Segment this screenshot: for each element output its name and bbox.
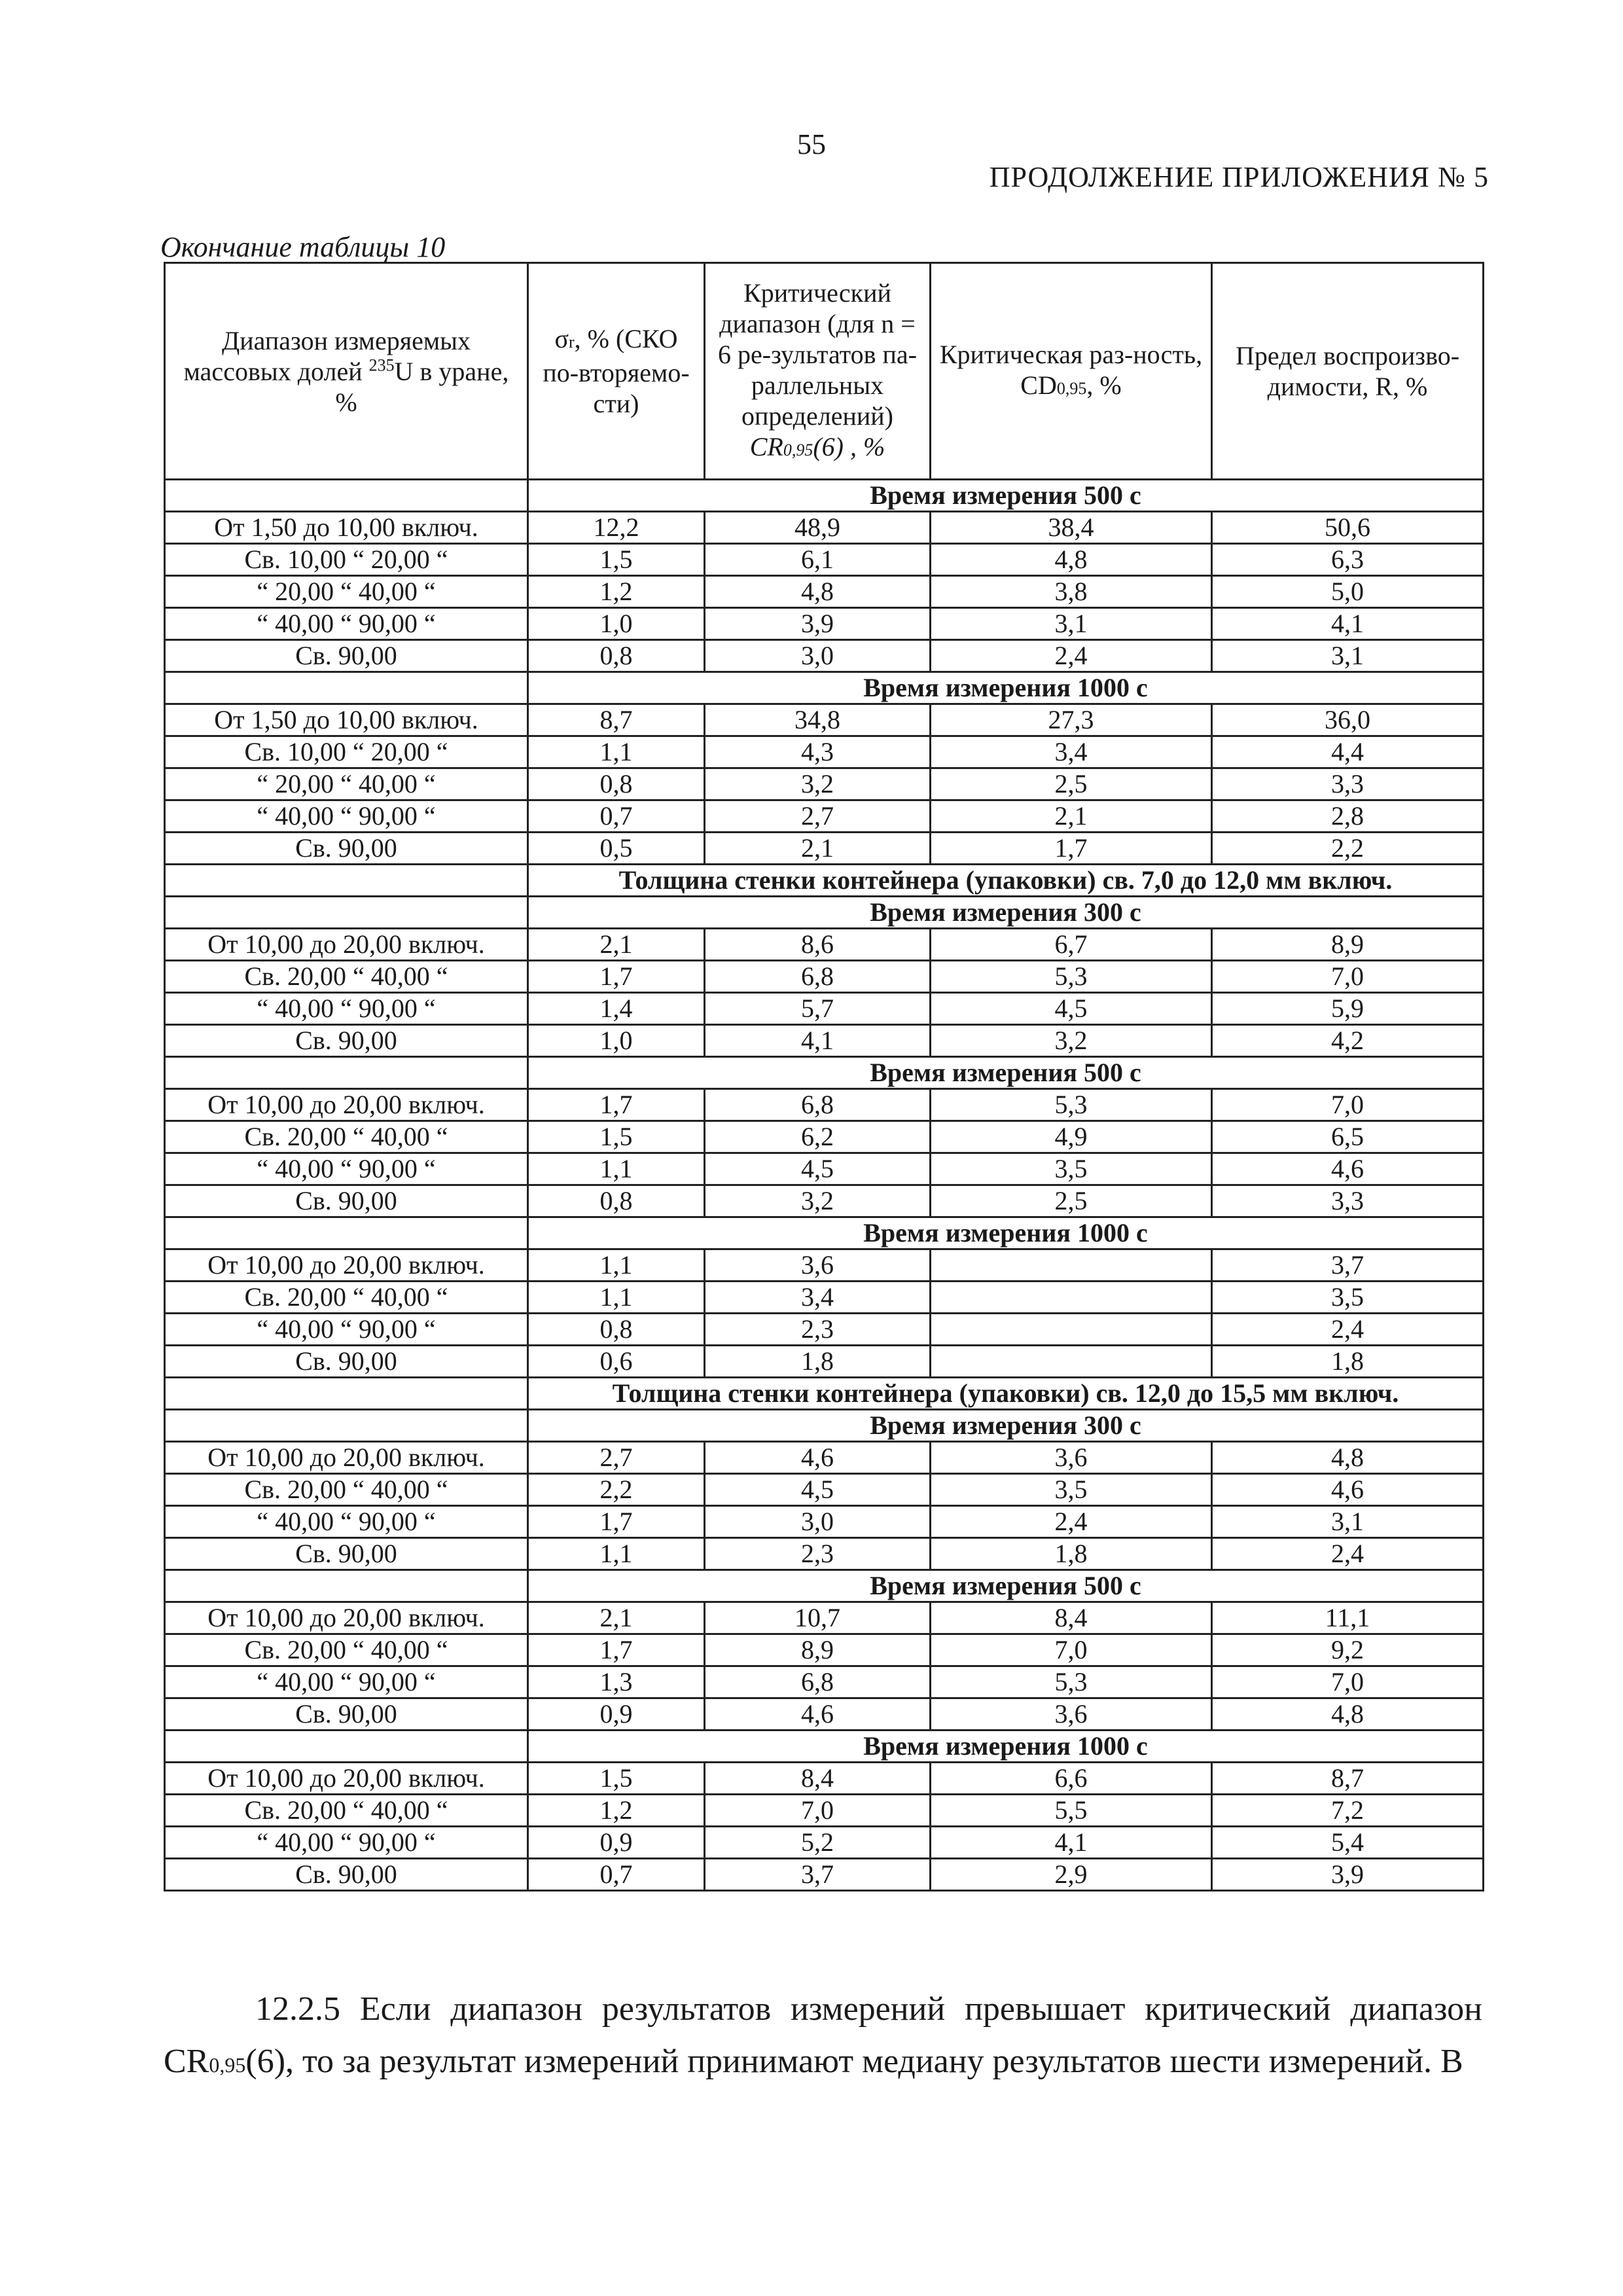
table-row	[165, 1763, 1484, 1795]
critical-range-cell: 6,8	[705, 961, 931, 993]
sigma-cell: 0,8	[528, 1185, 705, 1217]
critical-difference-cell: 1,8	[931, 1538, 1212, 1570]
critical-range-cell: 4,6	[705, 1698, 931, 1731]
critical-difference-cell: 3,6	[931, 1442, 1212, 1474]
table-row	[165, 1474, 1484, 1506]
critical-range-cell: 4,3	[705, 736, 931, 768]
section-heading: Толщина стенки контейнера (упаковки) св. 7,0 до 12,0 мм включ.	[528, 865, 1484, 897]
range-cell: Св. 20,00 “ 40,00 “	[165, 1121, 528, 1153]
table-row	[165, 1025, 1484, 1057]
sigma-cell: 0,5	[528, 833, 705, 865]
reproducibility-cell: 4,8	[1212, 1698, 1484, 1731]
header-cr-symbol: CR	[749, 431, 783, 461]
range-cell: От 10,00 до 20,00 включ.	[165, 1763, 528, 1795]
table-row	[165, 576, 1484, 608]
time-label-empty-cell	[165, 1570, 528, 1602]
critical-difference-cell: 2,9	[931, 1859, 1212, 1891]
reproducibility-cell: 2,4	[1212, 1314, 1484, 1346]
critical-range-cell: 4,6	[705, 1442, 931, 1474]
range-cell: “ 40,00 “ 90,00 “	[165, 1827, 528, 1859]
sigma-cell: 0,9	[528, 1698, 705, 1731]
header-sigma-sub: r	[569, 332, 575, 351]
sigma-cell: 8,7	[528, 704, 705, 736]
header-critical-range	[705, 263, 931, 480]
table-row	[165, 1506, 1484, 1538]
critical-difference-cell: 7,0	[931, 1634, 1212, 1666]
sigma-cell: 2,1	[528, 929, 705, 961]
range-cell: “ 40,00 “ 90,00 “	[165, 800, 528, 833]
header-sigma	[528, 263, 705, 480]
critical-difference-cell: 5,5	[931, 1795, 1212, 1827]
critical-range-cell: 2,3	[705, 1538, 931, 1570]
time-label-row	[165, 480, 1484, 512]
critical-range-cell: 4,5	[705, 1153, 931, 1185]
reproducibility-cell: 3,5	[1212, 1282, 1484, 1314]
sigma-cell: 1,2	[528, 1795, 705, 1827]
critical-range-cell: 3,7	[705, 1859, 931, 1891]
sigma-cell: 1,0	[528, 608, 705, 640]
table-row	[165, 1314, 1484, 1346]
running-header: ПРОДОЛЖЕНИЕ ПРИЛОЖЕНИЯ № 5	[989, 161, 1489, 193]
reproducibility-cell: 7,0	[1212, 1089, 1484, 1121]
critical-range-cell: 34,8	[705, 704, 931, 736]
time-label: Время измерения 500 с	[528, 1570, 1484, 1602]
critical-range-cell: 2,7	[705, 800, 931, 833]
reproducibility-cell: 2,2	[1212, 833, 1484, 865]
table-row	[165, 1089, 1484, 1121]
section-heading-row	[165, 865, 1484, 897]
sigma-cell: 1,2	[528, 576, 705, 608]
header-sigma-text: , % (СКО по-вторяемо-сти)	[543, 324, 690, 418]
table-header-row	[165, 263, 1484, 480]
table-row	[165, 1698, 1484, 1731]
critical-difference-cell: 4,1	[931, 1827, 1212, 1859]
page-number: 55	[797, 128, 826, 160]
range-cell: Св. 90,00	[165, 1698, 528, 1731]
critical-difference-cell: 3,2	[931, 1025, 1212, 1057]
reproducibility-cell: 4,6	[1212, 1153, 1484, 1185]
critical-range-cell: 6,8	[705, 1666, 931, 1698]
critical-range-cell: 8,6	[705, 929, 931, 961]
sigma-cell: 1,7	[528, 1634, 705, 1666]
sigma-cell: 1,5	[528, 544, 705, 576]
data-table	[164, 262, 1484, 1892]
body-paragraph	[164, 1983, 1482, 2091]
sigma-cell: 1,4	[528, 993, 705, 1025]
reproducibility-cell: 5,0	[1212, 576, 1484, 608]
table-row	[165, 1282, 1484, 1314]
time-label-empty-cell	[165, 1217, 528, 1249]
table-caption: Окончание таблицы 10	[160, 231, 446, 263]
sigma-cell: 1,7	[528, 1506, 705, 1538]
table-row	[165, 800, 1484, 833]
range-cell: “ 40,00 “ 90,00 “	[165, 993, 528, 1025]
table-row	[165, 833, 1484, 865]
critical-difference-cell: 6,6	[931, 1763, 1212, 1795]
header-cd-sub: 0,95	[1056, 378, 1087, 398]
range-cell: Св. 90,00	[165, 1538, 528, 1570]
reproducibility-cell: 7,0	[1212, 1666, 1484, 1698]
paragraph-text-b: (6), то за результат измерений принимают медиану результатов шести измерений. В	[245, 2043, 1463, 2080]
header-sigma-symbol: σ	[554, 324, 569, 353]
time-label-empty-cell	[165, 897, 528, 929]
reproducibility-cell: 4,8	[1212, 1442, 1484, 1474]
table-row	[165, 1249, 1484, 1282]
critical-range-cell: 6,8	[705, 1089, 931, 1121]
time-label-empty-cell	[165, 1410, 528, 1442]
critical-difference-cell: 5,3	[931, 1666, 1212, 1698]
table-row	[165, 1185, 1484, 1217]
time-label: Время измерения 1000 с	[528, 1731, 1484, 1763]
range-cell: “ 40,00 “ 90,00 “	[165, 608, 528, 640]
critical-difference-cell: 5,3	[931, 961, 1212, 993]
critical-range-cell: 3,0	[705, 640, 931, 672]
sigma-cell: 1,1	[528, 736, 705, 768]
critical-difference-cell: 5,3	[931, 1089, 1212, 1121]
range-cell: От 10,00 до 20,00 включ.	[165, 1442, 528, 1474]
range-cell: Св. 20,00 “ 40,00 “	[165, 1474, 528, 1506]
critical-range-cell: 3,2	[705, 768, 931, 800]
header-critical-difference	[931, 263, 1212, 480]
critical-range-cell: 6,2	[705, 1121, 931, 1153]
range-cell: От 10,00 до 20,00 включ.	[165, 1089, 528, 1121]
critical-range-cell: 5,2	[705, 1827, 931, 1859]
reproducibility-cell: 8,7	[1212, 1763, 1484, 1795]
time-label-empty-cell	[165, 480, 528, 512]
section-heading: Толщина стенки контейнера (упаковки) св. 12,0 до 15,5 мм включ.	[528, 1378, 1484, 1410]
range-cell: “ 40,00 “ 90,00 “	[165, 1314, 528, 1346]
time-label-row	[165, 672, 1484, 704]
range-cell: “ 40,00 “ 90,00 “	[165, 1506, 528, 1538]
sigma-cell: 1,3	[528, 1666, 705, 1698]
table-row	[165, 1121, 1484, 1153]
table-row	[165, 736, 1484, 768]
sigma-cell: 0,9	[528, 1827, 705, 1859]
range-cell: Св. 20,00 “ 40,00 “	[165, 961, 528, 993]
critical-difference-cell: 2,5	[931, 768, 1212, 800]
critical-difference-cell: 6,7	[931, 929, 1212, 961]
sigma-cell: 0,7	[528, 800, 705, 833]
range-cell: От 10,00 до 20,00 включ.	[165, 1602, 528, 1634]
critical-difference-cell: 3,5	[931, 1153, 1212, 1185]
reproducibility-cell: 9,2	[1212, 1634, 1484, 1666]
sigma-cell: 12,2	[528, 512, 705, 544]
time-label: Время измерения 1000 с	[528, 672, 1484, 704]
reproducibility-cell: 3,7	[1212, 1249, 1484, 1282]
table-row	[165, 1442, 1484, 1474]
header-cd-text: Критическая раз-ность, CD	[939, 339, 1203, 400]
header-critical-range-text: Критический диапазон (для n = 6 ре-зультатов па-раллельных определений)	[718, 278, 917, 431]
critical-difference-cell	[931, 1314, 1212, 1346]
critical-range-cell: 8,9	[705, 1634, 931, 1666]
reproducibility-cell: 11,1	[1212, 1602, 1484, 1634]
time-label-row	[165, 1410, 1484, 1442]
sigma-cell: 1,5	[528, 1763, 705, 1795]
reproducibility-cell: 7,2	[1212, 1795, 1484, 1827]
sigma-cell: 2,1	[528, 1602, 705, 1634]
reproducibility-cell: 8,9	[1212, 929, 1484, 961]
critical-difference-cell: 4,8	[931, 544, 1212, 576]
sigma-cell: 1,1	[528, 1153, 705, 1185]
time-label: Время измерения 1000 с	[528, 1217, 1484, 1249]
reproducibility-cell: 4,6	[1212, 1474, 1484, 1506]
table-row	[165, 1666, 1484, 1698]
sigma-cell: 0,6	[528, 1346, 705, 1378]
reproducibility-cell: 36,0	[1212, 704, 1484, 736]
critical-difference-cell: 3,4	[931, 736, 1212, 768]
sigma-cell: 0,8	[528, 640, 705, 672]
reproducibility-cell: 4,4	[1212, 736, 1484, 768]
critical-difference-cell: 38,4	[931, 512, 1212, 544]
critical-difference-cell: 2,4	[931, 640, 1212, 672]
critical-difference-cell	[931, 1249, 1212, 1282]
critical-difference-cell: 2,1	[931, 800, 1212, 833]
sigma-cell: 0,8	[528, 768, 705, 800]
critical-difference-cell: 4,5	[931, 993, 1212, 1025]
critical-range-cell: 2,1	[705, 833, 931, 865]
reproducibility-cell: 50,6	[1212, 512, 1484, 544]
time-label: Время измерения 300 с	[528, 897, 1484, 929]
time-label-row	[165, 897, 1484, 929]
sigma-cell: 1,1	[528, 1282, 705, 1314]
critical-range-cell: 4,5	[705, 1474, 931, 1506]
critical-range-cell: 4,1	[705, 1025, 931, 1057]
reproducibility-cell: 6,5	[1212, 1121, 1484, 1153]
header-cd-tail: , %	[1086, 370, 1122, 400]
sigma-cell: 2,2	[528, 1474, 705, 1506]
reproducibility-cell: 3,1	[1212, 1506, 1484, 1538]
critical-difference-cell: 2,5	[931, 1185, 1212, 1217]
critical-difference-cell: 3,8	[931, 576, 1212, 608]
critical-range-cell: 48,9	[705, 512, 931, 544]
table-row	[165, 1346, 1484, 1378]
section-heading-empty-cell	[165, 1378, 528, 1410]
paragraph-sub: 0,95	[209, 2053, 246, 2077]
header-range-text-b: U в уране, %	[335, 356, 509, 417]
range-cell: Св. 20,00 “ 40,00 “	[165, 1795, 528, 1827]
sigma-cell: 1,7	[528, 1089, 705, 1121]
critical-difference-cell: 27,3	[931, 704, 1212, 736]
critical-difference-cell: 1,7	[931, 833, 1212, 865]
critical-range-cell: 8,4	[705, 1763, 931, 1795]
table-row	[165, 1602, 1484, 1634]
reproducibility-cell: 4,2	[1212, 1025, 1484, 1057]
time-label-row	[165, 1570, 1484, 1602]
range-cell: От 1,50 до 10,00 включ.	[165, 704, 528, 736]
sigma-cell: 0,8	[528, 1314, 705, 1346]
critical-difference-cell: 3,6	[931, 1698, 1212, 1731]
range-cell: “ 40,00 “ 90,00 “	[165, 1153, 528, 1185]
range-cell: От 10,00 до 20,00 включ.	[165, 1249, 528, 1282]
reproducibility-cell: 4,1	[1212, 608, 1484, 640]
critical-range-cell: 1,8	[705, 1346, 931, 1378]
critical-difference-cell	[931, 1282, 1212, 1314]
range-cell: Св. 90,00	[165, 1025, 528, 1057]
sigma-cell: 1,5	[528, 1121, 705, 1153]
range-cell: От 1,50 до 10,00 включ.	[165, 512, 528, 544]
sigma-cell: 1,1	[528, 1249, 705, 1282]
range-cell: От 10,00 до 20,00 включ.	[165, 929, 528, 961]
reproducibility-cell: 5,4	[1212, 1827, 1484, 1859]
range-cell: Св. 90,00	[165, 833, 528, 865]
table-row	[165, 512, 1484, 544]
range-cell: Св. 10,00 “ 20,00 “	[165, 544, 528, 576]
time-label-empty-cell	[165, 672, 528, 704]
range-cell: Св. 20,00 “ 40,00 “	[165, 1634, 528, 1666]
sigma-cell: 2,7	[528, 1442, 705, 1474]
range-cell: “ 20,00 “ 40,00 “	[165, 768, 528, 800]
reproducibility-cell: 2,4	[1212, 1538, 1484, 1570]
sigma-cell: 1,0	[528, 1025, 705, 1057]
paragraph-text-a: 12.2.5 Если диапазон результатов измерений превышает критический диапазон CR	[164, 1990, 1482, 2080]
critical-range-cell: 6,1	[705, 544, 931, 576]
table-row	[165, 1859, 1484, 1891]
header-range-sup: 235	[368, 355, 395, 375]
table-row	[165, 1153, 1484, 1185]
time-label: Время измерения 300 с	[528, 1410, 1484, 1442]
critical-difference-cell	[931, 1346, 1212, 1378]
sigma-cell: 1,7	[528, 961, 705, 993]
time-label-row	[165, 1731, 1484, 1763]
critical-range-cell: 3,4	[705, 1282, 931, 1314]
range-cell: Св. 20,00 “ 40,00 “	[165, 1282, 528, 1314]
critical-difference-cell: 8,4	[931, 1602, 1212, 1634]
time-label-row	[165, 1057, 1484, 1089]
reproducibility-cell: 7,0	[1212, 961, 1484, 993]
critical-range-cell: 3,9	[705, 608, 931, 640]
critical-range-cell: 10,7	[705, 1602, 931, 1634]
reproducibility-cell: 3,3	[1212, 768, 1484, 800]
range-cell: “ 20,00 “ 40,00 “	[165, 576, 528, 608]
reproducibility-cell: 5,9	[1212, 993, 1484, 1025]
range-cell: “ 40,00 “ 90,00 “	[165, 1666, 528, 1698]
header-range-text: Диапазон измеряемых массовых долей	[183, 325, 471, 386]
header-reproducibility: Предел воспроизво-димости, R, %	[1212, 263, 1484, 480]
section-heading-empty-cell	[165, 865, 528, 897]
range-cell: Св. 90,00	[165, 640, 528, 672]
range-cell: Св. 90,00	[165, 1859, 528, 1891]
reproducibility-cell: 3,1	[1212, 640, 1484, 672]
critical-range-cell: 3,0	[705, 1506, 931, 1538]
table-row	[165, 961, 1484, 993]
reproducibility-cell: 2,8	[1212, 800, 1484, 833]
time-label: Время измерения 500 с	[528, 480, 1484, 512]
time-label-empty-cell	[165, 1731, 528, 1763]
time-label-row	[165, 1217, 1484, 1249]
header-cr-tail: (6) , %	[813, 431, 885, 461]
critical-range-cell: 2,3	[705, 1314, 931, 1346]
range-cell: Св. 90,00	[165, 1346, 528, 1378]
time-label: Время измерения 500 с	[528, 1057, 1484, 1089]
critical-range-cell: 7,0	[705, 1795, 931, 1827]
time-label-empty-cell	[165, 1057, 528, 1089]
reproducibility-cell: 6,3	[1212, 544, 1484, 576]
table-row	[165, 608, 1484, 640]
table-row	[165, 768, 1484, 800]
table-body	[165, 480, 1484, 1891]
table-row	[165, 704, 1484, 736]
critical-difference-cell: 2,4	[931, 1506, 1212, 1538]
table-row	[165, 1795, 1484, 1827]
table-row	[165, 640, 1484, 672]
critical-difference-cell: 3,5	[931, 1474, 1212, 1506]
critical-range-cell: 3,6	[705, 1249, 931, 1282]
critical-difference-cell: 3,1	[931, 608, 1212, 640]
section-heading-row	[165, 1378, 1484, 1410]
reproducibility-cell: 3,3	[1212, 1185, 1484, 1217]
sigma-cell: 1,1	[528, 1538, 705, 1570]
range-cell: Св. 10,00 “ 20,00 “	[165, 736, 528, 768]
reproducibility-cell: 3,9	[1212, 1859, 1484, 1891]
critical-range-cell: 3,2	[705, 1185, 931, 1217]
table-row	[165, 1634, 1484, 1666]
table-row	[165, 544, 1484, 576]
table-row	[165, 1538, 1484, 1570]
table-row	[165, 1827, 1484, 1859]
table-row	[165, 993, 1484, 1025]
critical-range-cell: 5,7	[705, 993, 931, 1025]
sigma-cell: 0,7	[528, 1859, 705, 1891]
header-range	[165, 263, 528, 480]
critical-difference-cell: 4,9	[931, 1121, 1212, 1153]
reproducibility-cell: 1,8	[1212, 1346, 1484, 1378]
header-cr-sub: 0,95	[783, 440, 813, 459]
range-cell: Св. 90,00	[165, 1185, 528, 1217]
table-row	[165, 929, 1484, 961]
header-critical-range-formula	[750, 432, 885, 461]
critical-range-cell: 4,8	[705, 576, 931, 608]
